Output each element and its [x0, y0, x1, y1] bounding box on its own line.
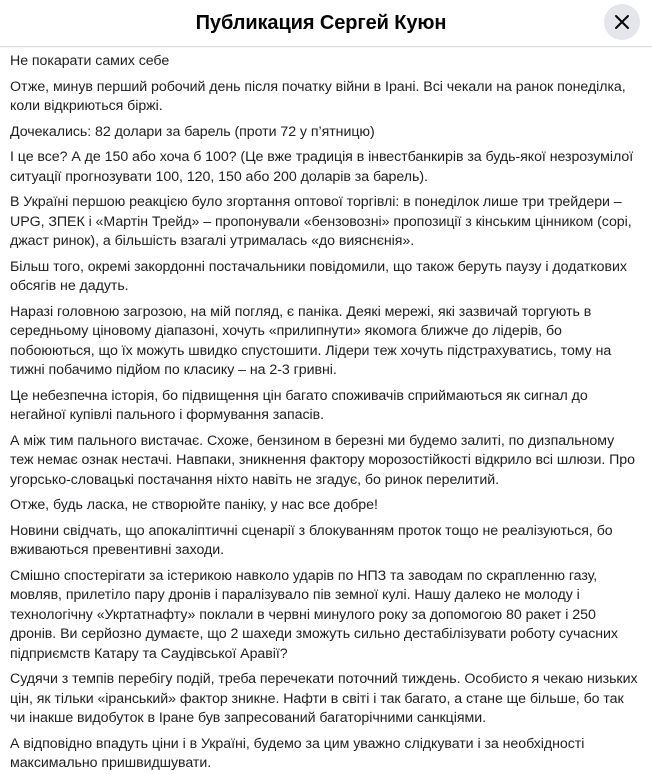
dialog-title: Публикация Сергей Куюн	[195, 11, 447, 34]
post-paragraph: Дочекались: 82 долари за барель (проти 72 у п’ятницю)	[10, 123, 375, 140]
post-paragraph: Більш того, окремі закордонні постачальники повідомили, що також беруть паузу і додаткових обсягів не дадуть.	[10, 258, 627, 294]
post-paragraph: І це все? А де 150 або хоча б 100? (Це вже традиція в інвестбанкирів за будь-якої незрозумілої ситуації прогнозувати 100, 120, 150 або 200 доларів за барель).	[10, 149, 634, 185]
post-body	[0, 47, 652, 774]
post-paragraph: В Україні першою реакцією було згортання оптової торгівлі: в понеділок лише три трейдери – UPG, ЗПЕК і «Мартін Трейд» – пропонували «бензовозні» пропозиції з кінським цінником (сорі, джаст ринок), а більшість взагалі утрималась «до вияснєнія».	[10, 194, 632, 249]
close-icon	[614, 14, 630, 30]
post-paragraph: Новини свідчать, що апокаліптичні сценарії з блокуванням проток тощо не реалізуються, бо вживаються превентивні заходи.	[10, 522, 613, 558]
post-paragraph: Отже, минув перший робочий день після початку війни в Ірані. Всі чекали на ранок понеділка, коли відкриються біржі.	[10, 78, 626, 114]
post-paragraph: А відповідно впадуть ціни і в Україні, будемо за цим уважно слідкувати і за необхідності максимально пришвидшувати.	[10, 735, 585, 771]
post-paragraph: Наразі головною загрозою, на мій погляд, є паніка. Деякі мережі, які зазвичай торгують в середньому ціновому діапазоні, хочуть «прилипнути» якомога ближче до лідерів, бо побоюються, що їх можуть швидко спустошити. Лідери теж хочуть підстрахуватись, тому на тижні побачимо підйом по класику – на 2-3 гривні.	[10, 303, 612, 378]
post-paragraph: Судячи з темпів перебігу подій, треба перечекати поточний тиждень. Особисто я чекаю низьких цін, як тільки «іранський» фактор зникне. Нафти в світі і так багато, а стане ще більше, бо так чи інакше видобуток в Іране був запресований багаторічними санкціями.	[10, 671, 638, 726]
post-paragraph: Отже, будь ласка, не створюйте паніку, у нас все добре!	[10, 497, 378, 513]
dialog-header	[0, 0, 652, 47]
post-paragraph: А між тим пального вистачає. Схоже, бензином в березні ми будемо залиті, по дизпальному теж немає ознак нестачі. Навпаки, зникнення фактору морозостійкості відкрило всі шлюзи. Про угорсько-словацькі постачання ніхто навіть не згадує, бо ринок перелитий.	[10, 432, 635, 488]
close-button[interactable]	[604, 4, 640, 40]
post-paragraph: Смішно спостерігати за істерикою навколо ударів по НПЗ та заводам по скрапленню газу, мовляв, прилетіло пару дронів і паралізувало пів земної кулі. Нашу далеко не молоду і технологічну «Укртатнафту» поклали в червні минулого року за допомогою 80 ракет і 250 дронів. Ви серйозно думаєте, що 2 шахеди зможуть сильно дестабілізувати роботу сучасних підприємств Катару та Саудівської Аравії?	[10, 567, 618, 662]
post-paragraph: Це небезпечна історія, бо підвищення цін багато споживачів сприймаються як сигнал до негайної купівлі пального і формування запасів.	[10, 387, 588, 423]
post-paragraph: Не покарати самих себе	[10, 53, 170, 69]
